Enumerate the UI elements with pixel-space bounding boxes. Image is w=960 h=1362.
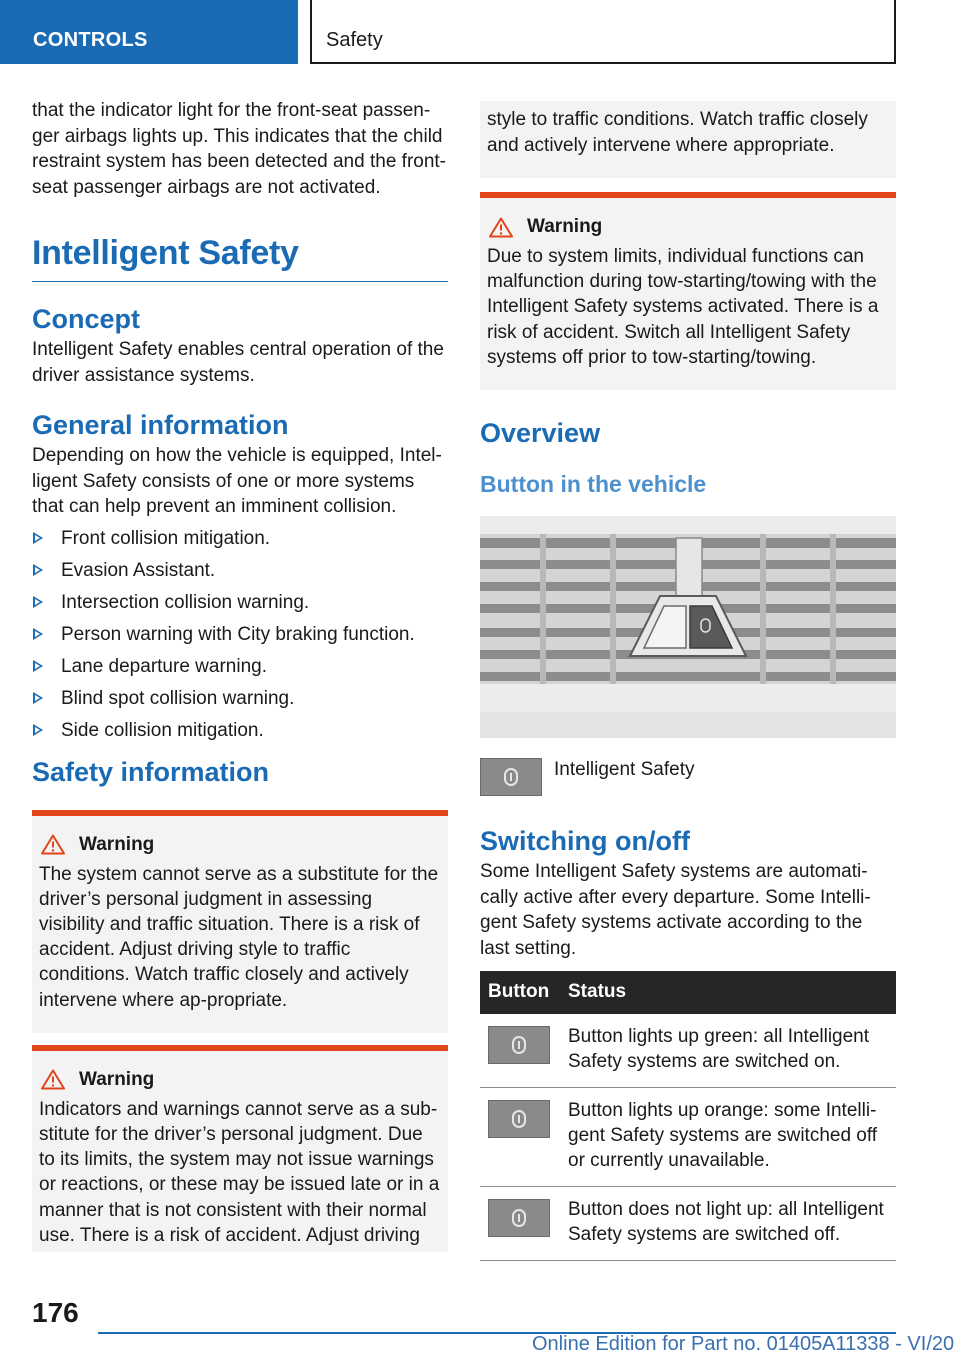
systems-list (32, 526, 448, 743)
list-item: Lane departure warning. (32, 654, 448, 679)
button-status-table (480, 971, 896, 1261)
left-column (32, 98, 448, 1252)
table-row (480, 1187, 896, 1261)
safety-info-heading: Safety information (32, 756, 270, 787)
warning-triangle-icon (489, 217, 513, 238)
switching-heading: Switching on/off (480, 826, 690, 857)
icon-legend (480, 758, 896, 796)
intro-paragraph: that the indicator light for the front-seat passen-ger airbags lights up. This indicates that the child restraint system has been detected and the front-seat passenger airbags are not activated. (32, 100, 447, 198)
intelligent-safety-icon (480, 758, 542, 796)
bullet-triangle-icon (33, 660, 43, 672)
table-header-status: Status (560, 971, 896, 1014)
status-cell: Button lights up green: all Intelligent Safety systems are switched on. (560, 1014, 896, 1088)
intelligent-safety-icon (488, 1199, 550, 1237)
edition-text: Online Edition for Part no. 01405A11338 - VI/20 (532, 1333, 955, 1355)
list-item: Blind spot collision warning. (32, 686, 448, 711)
table-row (480, 1014, 896, 1088)
table-header-button: Button (480, 971, 560, 1014)
warning-continued-text: style to traffic conditions. Watch traffic closely and actively intervene where appropriate. (487, 109, 868, 156)
section-tab (310, 0, 896, 64)
list-item: Evasion Assistant. (32, 558, 448, 583)
overview-heading: Overview (480, 418, 601, 449)
warning-triangle-icon (41, 1069, 65, 1090)
list-item: Person warning with City braking function. (32, 622, 448, 647)
status-cell: Button does not light up: all Intelligent Safety systems are switched off. (560, 1187, 896, 1261)
vehicle-button-photo (480, 516, 896, 738)
warning-triangle-icon (41, 834, 65, 855)
bullet-triangle-icon (33, 596, 43, 608)
warning-title: Warning (527, 216, 603, 237)
warning-box (32, 1045, 448, 1252)
list-item: Side collision mitigation. (32, 718, 448, 743)
bullet-triangle-icon (33, 532, 43, 544)
concept-text: Intelligent Safety enables central operation of the driver assistance systems. (32, 339, 444, 386)
section-label: Safety (326, 29, 383, 51)
switching-text: Some Intelligent Safety systems are automati-cally active after every departure. Some Intelli-gent Safety systems activate according to the last setting. (480, 861, 871, 959)
intelligent-safety-icon (488, 1100, 550, 1138)
general-info-heading: General information (32, 410, 289, 440)
bullet-triangle-icon (33, 692, 43, 704)
warning-continued-box (480, 101, 896, 178)
bullet-triangle-icon (33, 628, 43, 640)
page-number: 176 (32, 1297, 79, 1328)
warning-title: Warning (79, 833, 155, 855)
intelligent-safety-icon (488, 1026, 550, 1064)
chapter-label: CONTROLS (33, 29, 148, 51)
right-column (480, 98, 896, 1261)
page-title: Intelligent Safety (32, 234, 448, 282)
table-row (480, 1088, 896, 1187)
warning-text: Indicators and warnings cannot serve as a sub-stitute for the driver’s personal judgment. Due to its limits, the system may not issue warnings or reactions, or these may be issued late or in a manner that is not consistent with their normal use. There is a risk of accident. Adjust driving (39, 1098, 440, 1246)
concept-heading: Concept (32, 304, 140, 334)
warning-text: The system cannot serve as a substitute for the driver’s personal judgment in assessing visibility and traffic situation. There is a risk of accident. Adjust driving style to traffic conditions. Watch traffic closely and actively intervene where ap-propriate. (39, 863, 439, 1011)
list-item: Intersection collision warning. (32, 590, 448, 615)
warning-text: Due to system limits, individual functions can malfunction during tow-starting/towing with the Intelligent Safety systems activated. There is a risk of accident. Switch all Intelligent Safety systems off prior to tow-starting/towing. (487, 246, 879, 368)
list-item: Front collision mitigation. (32, 526, 448, 551)
dashboard-vent-illustration (480, 516, 896, 738)
chapter-tab (0, 0, 298, 64)
bullet-triangle-icon (33, 564, 43, 576)
icon-caption: Intelligent Safety (554, 759, 695, 781)
button-location-heading: Button in the vehicle (480, 471, 707, 498)
status-cell: Button lights up orange: some Intelli-gent Safety systems are switched off or currently unavailable. (560, 1088, 896, 1187)
warning-box (32, 810, 448, 1033)
warning-box (480, 192, 896, 390)
general-info-text: Depending on how the vehicle is equipped, Intel-ligent Safety consists of one or more systems that can help prevent an imminent collision. (32, 445, 442, 517)
bullet-triangle-icon (33, 724, 43, 736)
warning-title: Warning (79, 1068, 155, 1090)
